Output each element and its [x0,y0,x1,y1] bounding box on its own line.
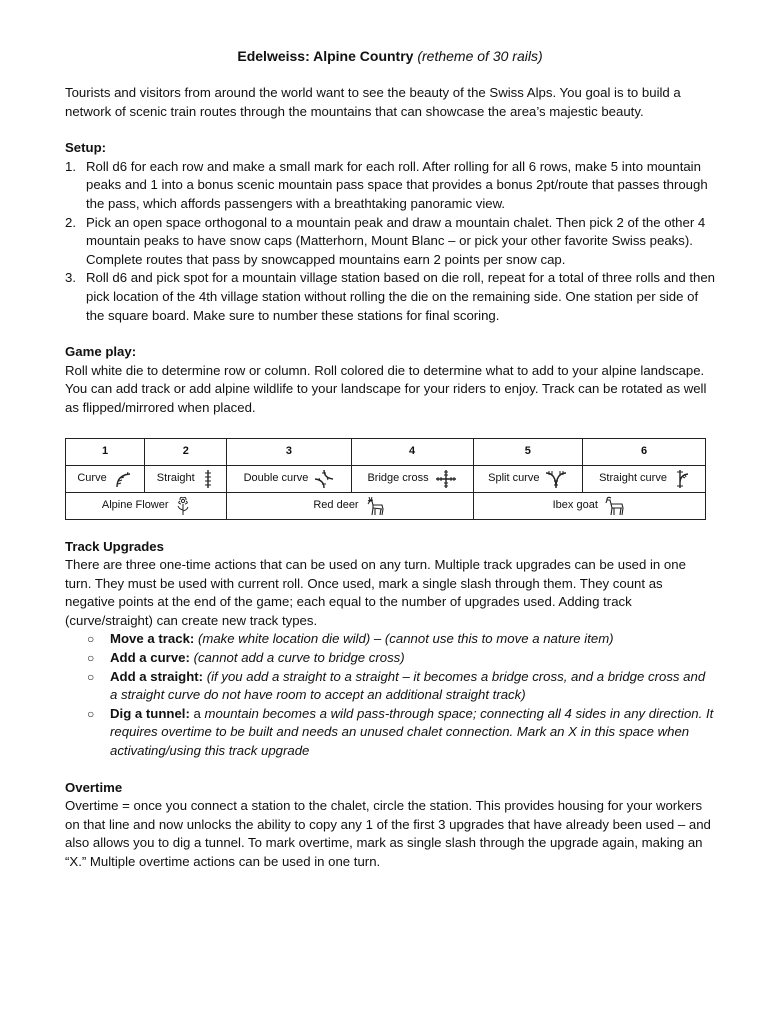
nature-cell-deer [227,492,473,519]
setup-item [65,214,715,270]
upgrade-note: mountain becomes a wild pass-through space; connecting all 4 sides in any direction. It requires overtime to be built and needs an unused chalet connection. Mark an X in this space when activating/using this track upgrade [110,705,714,759]
track-cell-straight-curve [583,465,706,492]
upgrade-item [65,668,715,705]
roll-number: 3 [227,438,351,465]
title-sub: (retheme of 30 rails) [417,48,543,64]
track-cell-split-curve [473,465,583,492]
track-label: Split curve [488,472,540,485]
upgrade-plain: a [193,705,201,721]
track-label: Curve [77,472,107,485]
nature-label: Ibex goat [552,499,598,512]
upgrade-note: (cannot add a curve to bridge cross) [193,650,405,666]
flower-icon [175,496,191,516]
track-cell-double-curve [227,465,351,492]
upgrade-item [65,630,715,649]
track-cell-curve [66,465,145,492]
document-page [65,46,715,872]
setup-item-text: Roll d6 for each row and make a small mark for each roll. After rolling for all 6 rows, make 5 into mountain peaks and 1 into a bonus scenic mountain pass space that provides a bonus 2pt/route that passes through the pass, which affords passengers with a breathtaking panoramic view. [86,158,708,211]
setup-item [65,269,715,325]
setup-item-number: 1. [65,158,76,174]
straight-track-icon [201,469,215,489]
gameplay-text: Roll white die to determine row or column. Roll colored die to determine what to add to your alpine landscape. You can add track or add alpine wildlife to your landscape for your riders to enjoy. Track can be rotated as well as flipped/mirrored when placed. [65,362,707,415]
upgrade-note: (if you add a straight to a straight – it becomes a bridge cross, and a bridge cross and a straight curve do not have room to accept an additional straight track) [110,668,706,703]
bullet: ○ [87,632,95,647]
intro-paragraph: Tourists and visitors from around the world want to see the beauty of the Swiss Alps. You goal is to build a network of scenic train routes through the mountains that can showcase the area’s majestic beauty. [65,85,681,119]
roll-number: 2 [145,438,227,465]
nature-label: Red deer [313,499,359,512]
title-main: Edelweiss: Alpine Country [237,48,414,64]
deer-icon [365,496,387,516]
overtime-heading: Overtime [65,779,123,795]
upgrades-list [65,630,715,760]
overtime-text: Overtime = once you connect a station to the chalet, circle the station. This provides housing for your workers on that line and now unlocks the ability to copy any 1 of the first 3 upgrades that have already been used – and also allows you to dig a tunnel. To mark overtime, mark as single slash through the upgrade again, making an “X.” Multiple overtime actions can be used in one turn. [65,798,711,869]
upgrade-note: (make white location die wild) – (cannot use this to move a nature item) [197,631,614,647]
upgrade-name: Dig a tunnel: [110,705,190,721]
bullet: ○ [87,669,95,684]
upgrade-item [65,649,715,668]
bullet: ○ [87,706,95,721]
roll-number: 4 [351,438,473,465]
nature-cell-flower [66,492,227,519]
setup-item-text: Roll d6 and pick spot for a mountain village station based on die roll, repeat for a total of three rolls and then pick location of the 4th village station without rolling the die on the remaining side. One station per side of the square board. Make sure to number these stations for final scoring. [86,270,715,323]
roll-number: 5 [473,438,583,465]
roll-number: 1 [66,438,145,465]
curve-track-icon [113,469,133,489]
gameplay-heading: Game play: [65,344,137,360]
upgrade-item [65,705,715,761]
track-row [66,465,706,492]
track-label: Double curve [243,472,309,485]
page-title [65,46,715,66]
gameplay-section [65,343,715,417]
straight-curve-track-icon [673,469,689,489]
track-cell-bridge-cross [351,465,473,492]
overtime-section [65,779,715,872]
track-label: Straight curve [599,472,667,485]
setup-item [65,158,715,214]
track-label: Bridge cross [367,472,429,485]
upgrades-text: There are three one-time actions that can be used on any turn. Multiple track upgrades can be used in one turn. They must be used with current roll. Once used, mark a single slash through them. They count as negative points at the end of the game; each equal to the number of upgrades used. Adding track (curve/straight) can create new track types. [65,557,686,628]
double-curve-track-icon [314,469,334,489]
roll-table [65,438,706,520]
upgrade-name: Move a track: [110,631,195,647]
setup-item-number: 3. [65,270,76,286]
split-curve-track-icon [545,469,567,489]
track-label: Straight [156,472,195,485]
roll-number-row [66,438,706,465]
setup-item-number: 2. [65,214,76,230]
nature-row [66,492,706,519]
bullet: ○ [87,651,95,666]
goat-icon [604,496,626,516]
upgrades-section [65,538,715,761]
setup-list [65,158,715,325]
upgrade-name: Add a curve: [110,650,190,666]
track-cell-straight [145,465,227,492]
setup-heading: Setup: [65,140,107,156]
roll-number: 6 [583,438,706,465]
upgrade-name: Add a straight: [110,668,204,684]
nature-label: Alpine Flower [101,499,169,512]
upgrades-heading: Track Upgrades [65,538,164,554]
bridge-cross-track-icon [435,469,457,489]
nature-cell-goat [473,492,705,519]
setup-item-text: Pick an open space orthogonal to a mountain peak and draw a mountain chalet. Then pick 2 of the other 4 mountain peaks to have snow caps (Matterhorn, Mount Blanc – or pick your other favorite Swiss peaks). Complete routes that pass by snowcapped mountains earn 2 points per snow cap. [86,214,706,267]
setup-section [65,139,715,325]
